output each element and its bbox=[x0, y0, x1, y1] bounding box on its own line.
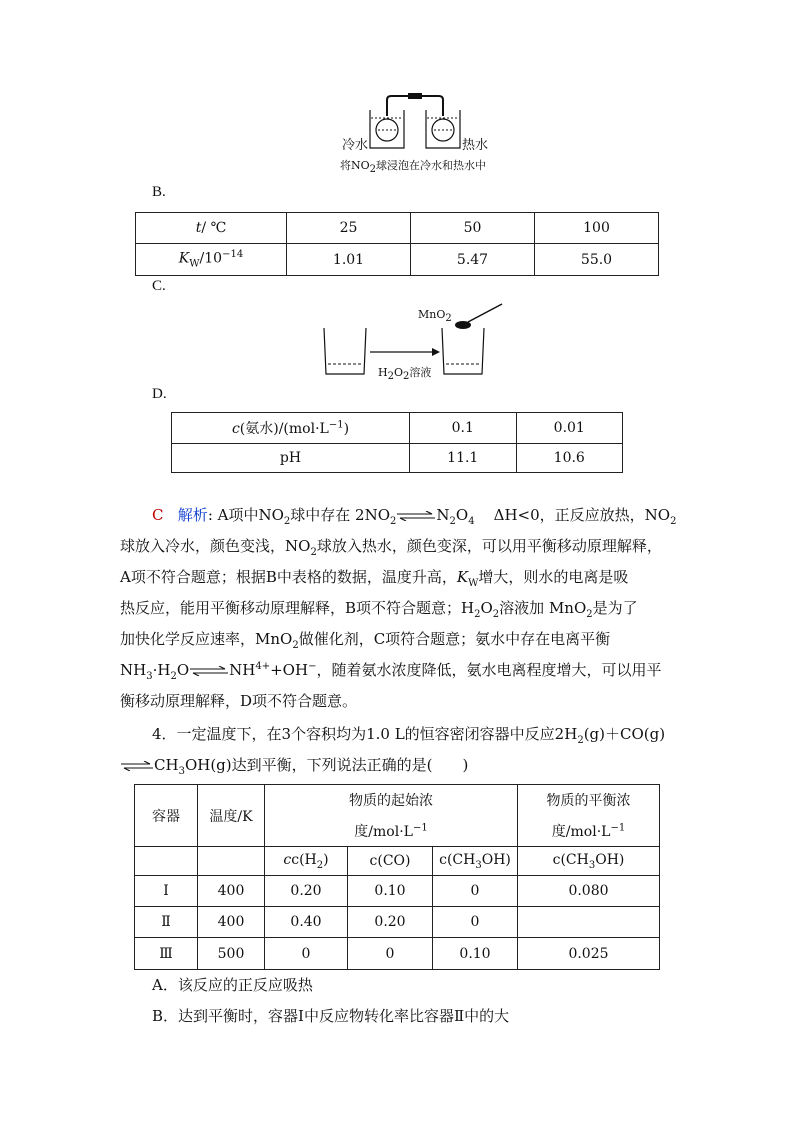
equilibrium-table-cell: 0.10 bbox=[348, 876, 433, 907]
table-row bbox=[135, 938, 660, 970]
equilibrium-table-cell: 0 bbox=[433, 876, 518, 907]
equilibrium-table-cell: 400 bbox=[198, 876, 265, 907]
equilibrium-table-subheader: $c(CH_3OH)$ bbox=[518, 847, 660, 876]
kw-table-cell: 1.01 bbox=[287, 244, 411, 276]
equilibrium-table-header: 物质的起始浓 bbox=[265, 785, 518, 816]
equilibrium-table-cell: 0 bbox=[348, 938, 433, 970]
equilibrium-arrow-icon bbox=[396, 511, 436, 521]
analysis-label: 解析 bbox=[177, 506, 208, 524]
kw-table-cell: 5.47 bbox=[411, 244, 535, 276]
ammonia-table-cell: 0.01 bbox=[516, 413, 623, 444]
equilibrium-table bbox=[134, 784, 660, 970]
ammonia-table bbox=[171, 412, 623, 473]
analysis-line-5: 加快化学反应速率，MnO$_2$做催化剂，C项符合题意；氨水中存在电离平衡 bbox=[120, 630, 611, 651]
ammonia-table-cell: 11.1 bbox=[410, 444, 517, 473]
equilibrium-table-cell: 0.025 bbox=[518, 938, 660, 970]
equilibrium-table-subheader: $c(CH_3OH)$ bbox=[433, 847, 518, 876]
question4-stem-2: $CH_3OH(g)$达到平衡，下列说法正确的是( ) bbox=[120, 754, 468, 777]
ammonia-table-header-ph: pH bbox=[172, 444, 410, 473]
equilibrium-table-header: 物质的平衡浓 bbox=[518, 785, 660, 816]
equilibrium-table-cell: 500 bbox=[198, 938, 265, 970]
equilibrium-table-header: 度$/mol\cdot L^{-1}$ bbox=[265, 816, 518, 847]
analysis-line-2: 球放入冷水，颜色变浅，$NO_2$球放入热水，颜色变深，可以用平衡移动原理解释， bbox=[120, 537, 662, 558]
ammonia-table-cell: 0.1 bbox=[410, 413, 517, 444]
equilibrium-table-cell: Ⅱ bbox=[135, 907, 198, 938]
equilibrium-table-header: 容器 bbox=[135, 785, 198, 847]
equilibrium-table-cell bbox=[518, 907, 660, 938]
equilibrium-table-cell: 0 bbox=[265, 938, 348, 970]
equilibrium-table-subheader: c(CO) bbox=[348, 847, 433, 876]
h2o2-label: $H_2O_2$溶液 bbox=[378, 366, 432, 383]
kw-table-cell: 55.0 bbox=[535, 244, 659, 276]
equilibrium-table-cell bbox=[198, 847, 265, 876]
option-d-letter: D. bbox=[152, 386, 167, 402]
equilibrium-table-cell: 0.20 bbox=[265, 876, 348, 907]
equilibrium-arrow-icon bbox=[120, 761, 154, 771]
hot-water-label: 热水 bbox=[462, 138, 489, 153]
kw-table-cell: 100 bbox=[535, 213, 659, 244]
mno2-label: MnO$_2$ bbox=[418, 308, 452, 325]
question4-option-b: B．达到平衡时，容器Ⅰ中反应物转化率比容器Ⅱ中的大 bbox=[152, 1007, 510, 1025]
kw-table-cell: 25 bbox=[287, 213, 411, 244]
no2-balls-figure bbox=[360, 88, 470, 152]
equilibrium-table-header: 度$/mol\cdot L^{-1}$ bbox=[518, 816, 660, 847]
table-row bbox=[135, 876, 660, 907]
question4-option-a: A．该反应的正反应吸热 bbox=[152, 976, 313, 994]
kw-table-header-kw: $K_W/10^{-14}$ bbox=[136, 244, 287, 276]
equilibrium-table-cell: 0.10 bbox=[433, 938, 518, 970]
analysis-line-1: C 解析: A项中$NO_2$球中存在 $2NO_2$ $N_2O_4$ ΔH<0，正反应放热，$NO_2$ bbox=[152, 506, 677, 527]
equilibrium-table-cell: 400 bbox=[198, 907, 265, 938]
equilibrium-table-cell bbox=[135, 847, 198, 876]
ammonia-table-cell: 10.6 bbox=[516, 444, 623, 473]
kw-table-cell: 50 bbox=[411, 213, 535, 244]
equilibrium-table-cell: 0.20 bbox=[348, 907, 433, 938]
equilibrium-table-cell: 0.40 bbox=[265, 907, 348, 938]
equilibrium-arrow-icon bbox=[189, 666, 229, 676]
option-b-letter: B. bbox=[152, 184, 166, 200]
kw-table bbox=[135, 212, 659, 276]
equilibrium-table-cell: 0 bbox=[433, 907, 518, 938]
analysis-line-4: 热反应，能用平衡移动原理解释，B项不符合题意；$H_2O_2$溶液加 MnO$_2$是为了 bbox=[120, 599, 638, 620]
analysis-line-7: 衡移动原理解释，D项不符合题意。 bbox=[120, 692, 358, 710]
analysis-line-3: A项不符合题意；根据B中表格的数据，温度升高，$K_W$增大，则水的电离是吸 bbox=[120, 568, 629, 589]
equilibrium-table-cell: Ⅲ bbox=[135, 938, 198, 970]
figure-a-caption: 将$NO_2$球浸泡在冷水和热水中 bbox=[340, 159, 487, 176]
equilibrium-table-cell: 0.080 bbox=[518, 876, 660, 907]
cold-water-label: 冷水 bbox=[342, 138, 369, 153]
answer-letter: C bbox=[152, 506, 164, 524]
question4-stem-1: 4．一定温度下，在3个容积均为1.0 L的恒容密闭容器中反应$2H_2(g)+CO(g)$ bbox=[152, 725, 666, 746]
option-c-letter: C. bbox=[152, 278, 166, 294]
equilibrium-table-cell: Ⅰ bbox=[135, 876, 198, 907]
table-row bbox=[135, 907, 660, 938]
analysis-line-6: $NH_3\cdot H_2O$ $NH^{4+}+OH^-$，随着氨水浓度降低，氨水电离程度增大，可以用平 bbox=[120, 661, 662, 682]
equilibrium-table-subheader: $cc(H_2)$ bbox=[265, 847, 348, 876]
equilibrium-table-header: 温度/K bbox=[198, 785, 265, 847]
ammonia-table-header-conc: c(氨水)$/(mol\cdot L^{-1})$ bbox=[172, 413, 410, 444]
kw-table-header-temp: t/ ℃ bbox=[136, 213, 287, 244]
